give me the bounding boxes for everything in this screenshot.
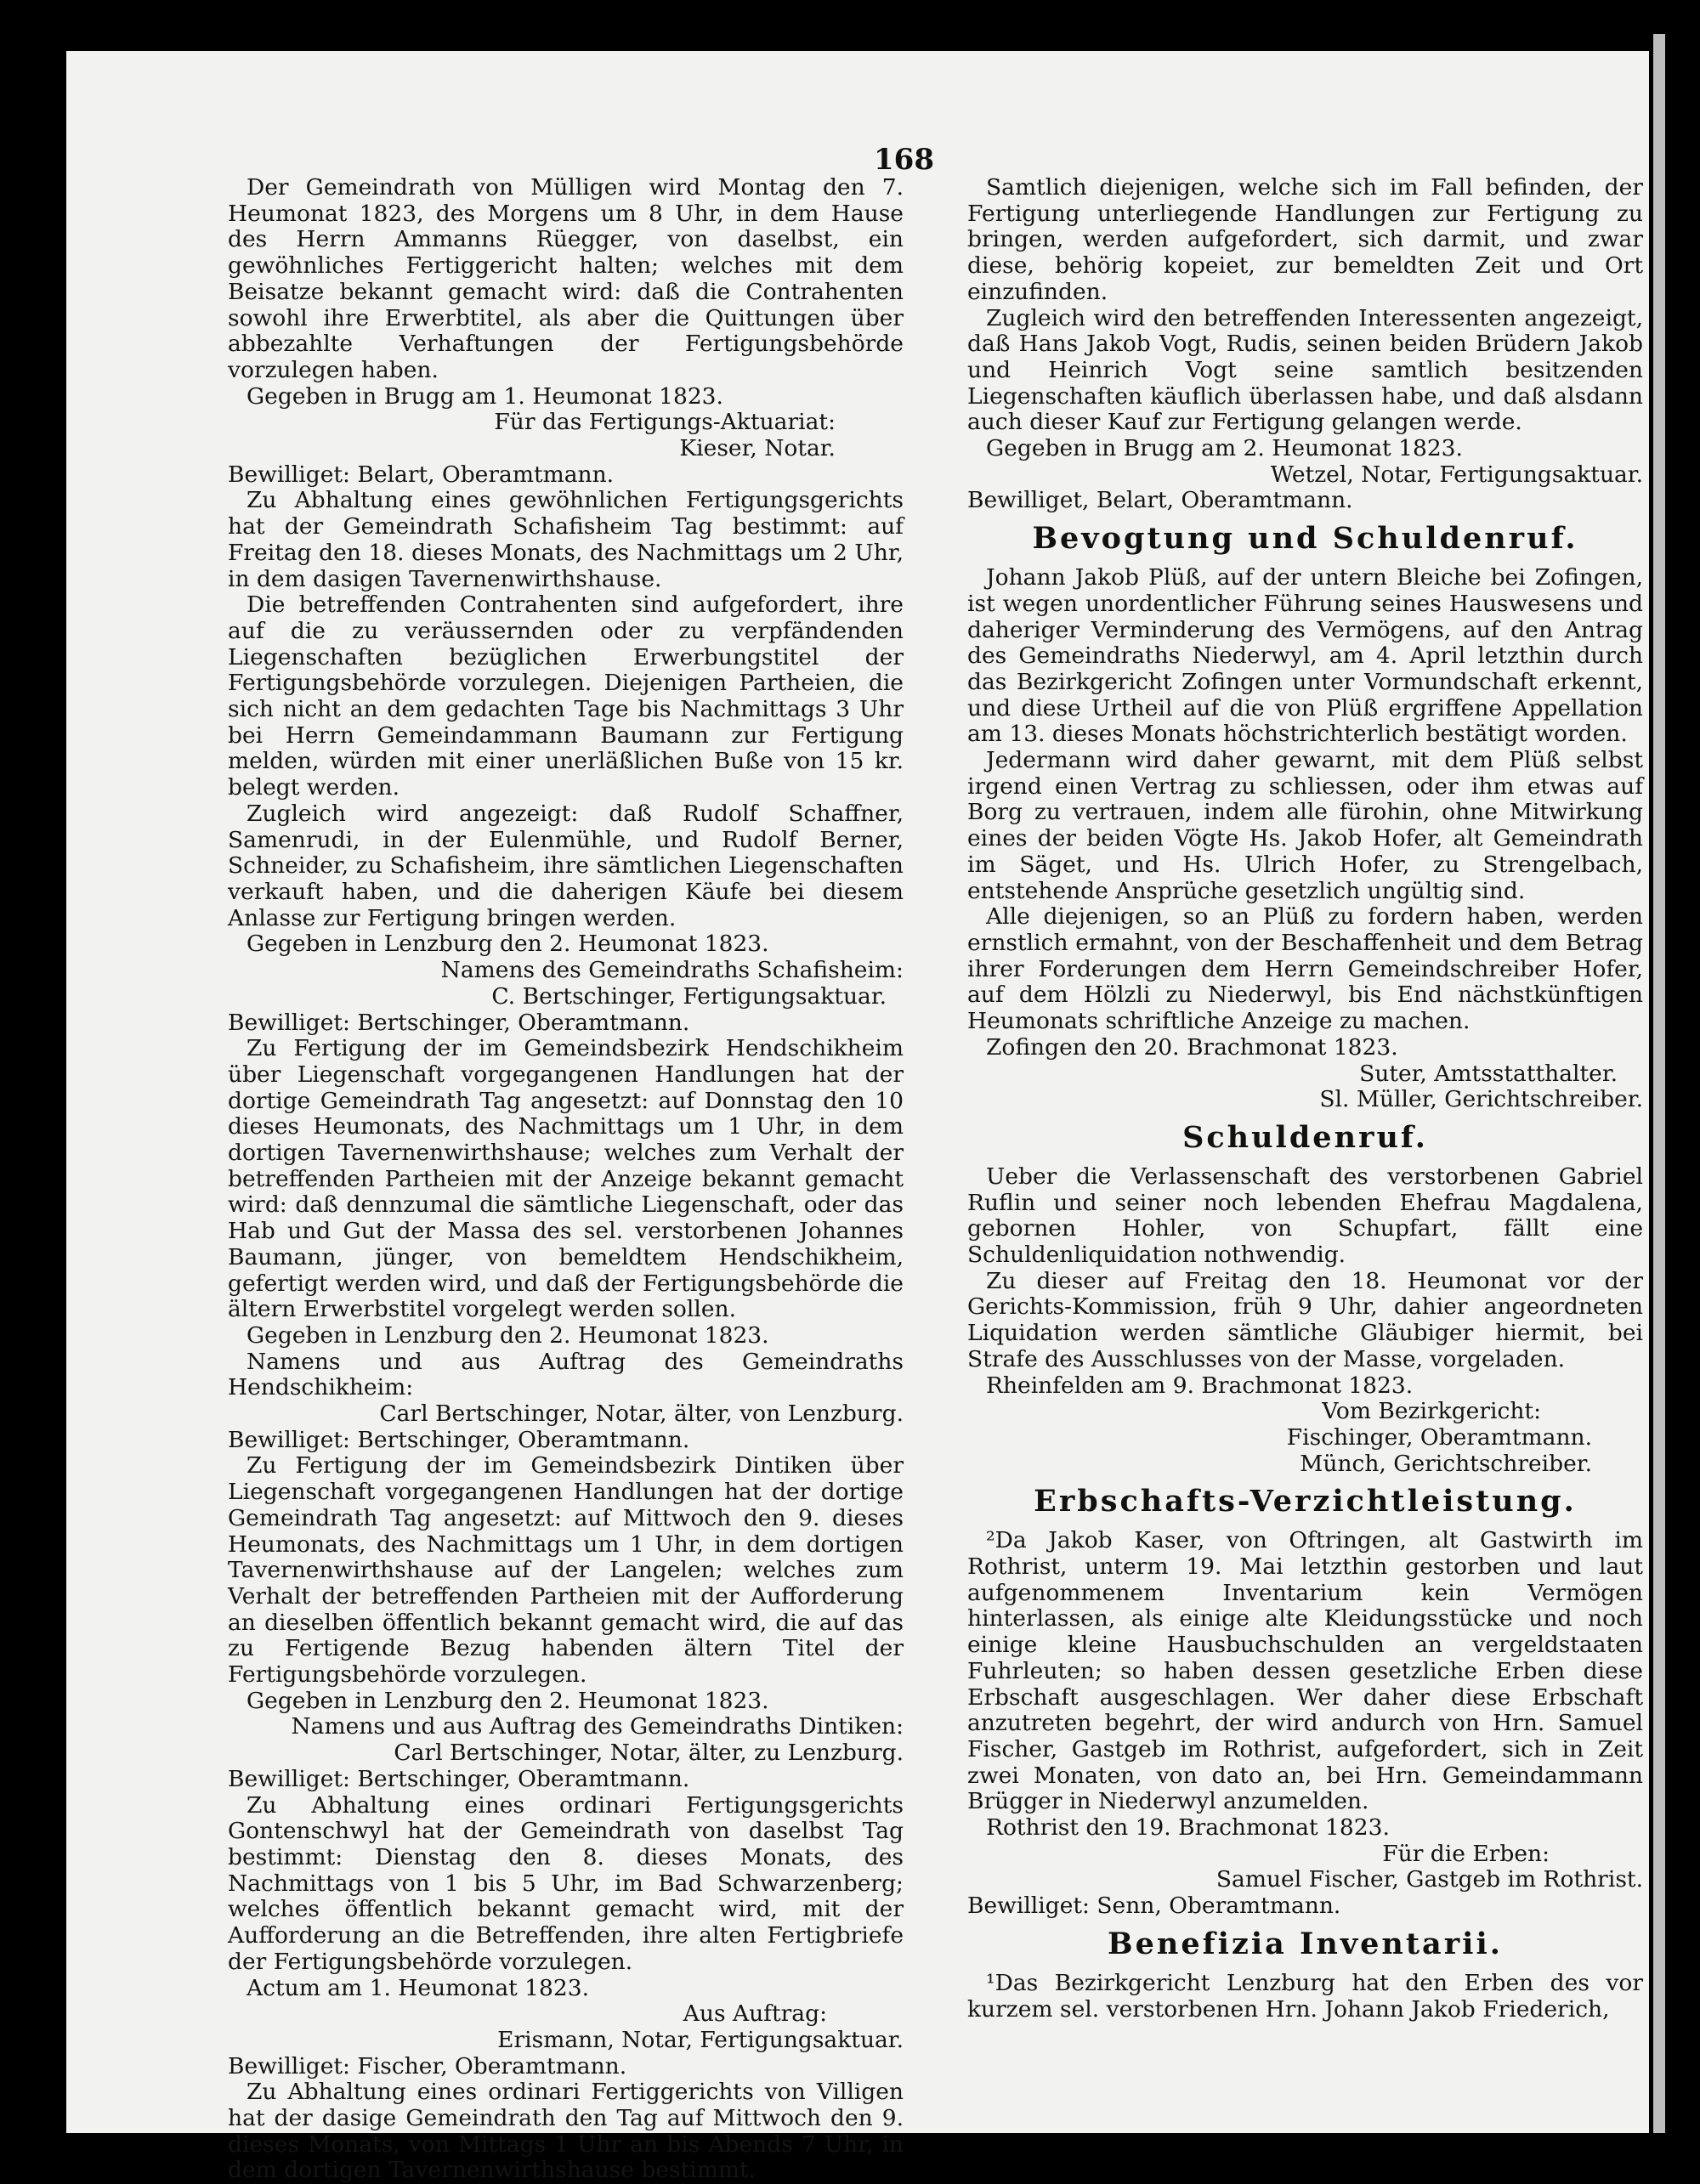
notice-paragraph: ²Da Jakob Kaser, von Oftringen, alt Gastwirth im Rothrist, unterm 19. Mai letzthin gestorben und laut aufgenommenem Inventarium kein Vermögen hinterlassen, als einige alte Kleidungsstücke und noch einige kleine Hausbuchschulden an vergeldstaaten Fuhrleuten; so haben dessen gesetzliche Erben diese Erbschaft ausgeschlagen. Wer daher diese Erbschaft anzutreten begehrt, der wird andurch von Hrn. Samuel Fischer, Gastgeb im Rothrist, aufgefordert, sich in Zeit zwei Monaten, von dato an, bei Hrn. Gemeindammann Brügger in Niederwyl anzumelden. bbox=[967, 1527, 1643, 1815]
notice-paragraph: Die betreffenden Contrahenten sind aufgefordert, ihre auf die zu veräussernden oder zu verpfändenden Liegenschaften bezüglichen Erwerbungstitel der Fertigungsbehörde vorzulegen. Diejenigen Partheien, die sich nicht an dem gedachten Tage bis Nachmittags 3 Uhr bei Herrn Gemeindammann Baumann zur Fertigung melden, würden mit einer unerläßlichen Buße von 15 kr. belegt werden. bbox=[228, 591, 904, 801]
section-heading-erbschaft: Erbschafts-Verzichtleistung. bbox=[1034, 1484, 1577, 1519]
signature: Sl. Müller, Gerichtschreiber. bbox=[1319, 1086, 1643, 1113]
dateline: Gegeben in Lenzburg den 2. Heumonat 1823. bbox=[246, 931, 769, 958]
signature: Erismann, Notar, Fertigungsaktuar. bbox=[497, 2026, 904, 2053]
approval: Bewilliget: Fischer, Oberamtmann. bbox=[228, 2052, 627, 2079]
notice-schafisheim: Zu Abhaltung eines gewöhnlichen Fertigungsgerichts hat der Gemeindrath Schafisheim Tag bestimmt: auf Freitag den 18. dieses Monats, des Nachmittags um 2 Uhr, in dem dasigen Tavernenwirthshause. bbox=[228, 487, 904, 592]
notice-muelligen: Der Gemeindrath von Mülligen wird Montag den 7. Heumonat 1823, des Morgens um 8 Uhr, in dem Hause des Herrn Ammanns Rüegger, von daselbst, ein gewöhnliches Fertiggericht halten; welches mit dem Beisatze bekannt gemacht wird: daß die Contrahenten sowohl ihre Erwerbtitel, als aber die Quittungen über abbezahlte Verhaftungen der Fertigungsbehörde vorzulegen haben. bbox=[228, 174, 904, 383]
dateline: Gegeben in Brugg am 1. Heumonat 1823. bbox=[246, 382, 723, 410]
approval: Bewilliget: Bertschinger, Oberamtmann. bbox=[228, 1765, 690, 1792]
approval: Bewilliget: Senn, Oberamtmann. bbox=[967, 1893, 1341, 1920]
notice-paragraph: Johann Jakob Plüß, auf der untern Bleiche bei Zofingen, ist wegen unordentlicher Führung seines Hauswesens und daheriger Verminderung des Vermögens, auf den Antrag des Gemeindraths Niederwyl, am 4. April letzthin durch das Bezirkgericht Zofingen unter Vormundschaft erkennt, und diese Urtheil auf die von Plüß ergriffene Appellation am 13. dieses Monats höchstrichterlich bestätigt worden. bbox=[967, 564, 1643, 748]
notice-paragraph: Zugleich wird den betreffenden Interessenten angezeigt, daß Hans Jakob Vogt, Rudis, seinen beiden Brüdern Jakob und Heinrich Vogt seine samtlich besitzenden Liegenschaften käuflich überlassen habe, und daß alsdann auch dieser Kauf zur Fertigung gelangen werde. bbox=[967, 304, 1643, 436]
signature: Carl Bertschinger, Notar, älter, zu Lenzburg. bbox=[394, 1740, 904, 1767]
notice-paragraph: Alle diejenigen, so an Plüß zu fordern haben, werden ernstlich ermahnt, von der Beschaffenheit und dem Betrag ihrer Forderungen dem Herrn Gemeindschreiber Hofer, auf dem Hölzli zu Niederwyl, bis End nächstkünftigen Heumonats schriftliche Anzeige zu machen. bbox=[967, 903, 1643, 1035]
approval: Bewilliget: Belart, Oberamtmann. bbox=[228, 461, 615, 488]
signature-office: Für die Erben: bbox=[1382, 1840, 1550, 1867]
dateline: Actum am 1. Heumonat 1823. bbox=[246, 1974, 590, 2001]
notice-paragraph: Zugleich wird angezeigt: daß Rudolf Schaffner, Samenrudi, in der Eulenmühle, und Rudolf Berner, Schneider, zu Schafisheim, ihre sämtlichen Liegenschaften verkauft haben, und die daherigen Käufe bei diesem Anlasse zur Fertigung bringen werden. bbox=[228, 800, 904, 931]
signature-office: Vom Bezirkgericht: bbox=[1322, 1398, 1541, 1425]
approval: Bewilliget, Belart, Oberamtmann. bbox=[967, 487, 1353, 514]
page-edge-strip bbox=[1653, 34, 1665, 2133]
dateline: Rheinfelden am 9. Brachmonat 1823. bbox=[986, 1372, 1414, 1399]
signature: Samuel Fischer, Gastgeb im Rothrist. bbox=[1216, 1866, 1643, 1893]
notice-hendschikheim: Zu Fertigung der im Gemeindsbezirk Hendschikheim über Liegenschaft vorgegangenen Handlungen hat der dortige Gemeindrath Tag angesetzt: auf Donnstag den 10 dieses Heumonats, des Nachmittags um 1 Uhr, in dem dortigen Tavernenwirthshause; welches zum Verhalt der betreffenden Partheien mit der Anzeige bekannt gemacht wird: daß dennzumal die sämtliche Liegenschaft, oder das Hab und Gut der Massa des sel. verstorbenen Johannes Baumann, jünger, von bemeldtem Hendschikheim, gefertigt werden wird, und daß der Fertigungsbehörde die ältern Erwerbstitel vorgelegt werden sollen. bbox=[228, 1035, 904, 1323]
notice-paragraph: Jedermann wird daher gewarnt, mit dem Plüß selbst irgend einen Vertrag zu schliessen, oder ihm etwas auf Borg zu vertrauen, indem alle fürohin, ohne Mitwirkung eines der beiden Vögte Hs. Jakob Hofer, alt Gemeindrath im Säget, und Hs. Ulrich Hofer, zu Strengelbach, entstehende Ansprüche gesetzlich ungültig sind. bbox=[967, 747, 1643, 904]
signature-office: Namens und aus Auftrag des Gemeindraths Dintiken: bbox=[291, 1713, 904, 1740]
signature-office: Namens des Gemeindraths Schafisheim: bbox=[440, 957, 904, 984]
signature: Carl Bertschinger, Notar, älter, von Lenzburg. bbox=[379, 1400, 904, 1428]
signature: Münch, Gerichtschreiber. bbox=[1300, 1450, 1592, 1477]
signature-office: Aus Auftrag: bbox=[683, 2000, 827, 2028]
notice-villigen: Zu Abhaltung eines ordinari Fertiggerichts von Villigen hat der dasige Gemeindrath den Tag auf Mittwoch den 9. dieses Monats, von Mittags 1 Uhr an bis Abends 7 Uhr, in dem dortigen Tavernenwirthshause bestimmt. bbox=[228, 2079, 904, 2184]
notice-dintiken: Zu Fertigung der im Gemeindsbezirk Dintiken über Liegenschaft vorgegangenen Handlungen hat der dortige Gemeindrath Tag angesetzt: auf Mittwoch den 9. dieses Heumonats, des Nachmittags um 1 Uhr, in dem dortigen Tavernenwirthshause auf der Langelen; welches zum Verhalt der betreffenden Partheien mit der Aufforderung an dieselben öffentlich bekannt gemacht wird, die auf das zu Fertigende Bezug habenden ältern Titel der Fertigungsbehörde vorzulegen. bbox=[228, 1452, 904, 1689]
page-number: 168 bbox=[874, 143, 934, 177]
signature: Wetzel, Notar, Fertigungsaktuar. bbox=[1270, 461, 1643, 488]
signature: Fischinger, Oberamtmann. bbox=[1286, 1423, 1592, 1451]
approval: Bewilliget: Bertschinger, Oberamtmann. bbox=[228, 1426, 690, 1453]
left-column bbox=[228, 175, 904, 2184]
dateline: Gegeben in Lenzburg den 2. Heumonat 1823. bbox=[246, 1321, 769, 1349]
signature: Suter, Amtsstatthalter. bbox=[1359, 1060, 1618, 1087]
dateline: Gegeben in Lenzburg den 2. Heumonat 1823. bbox=[246, 1687, 769, 1714]
notice-paragraph: Zu dieser auf Freitag den 18. Heumonat vor der Gerichts-Kommission, früh 9 Uhr, dahier angeordneten Liquidation werden sämtliche Gläubiger hiermit, bei Strafe des Ausschlusses von der Masse, vorgeladen. bbox=[967, 1267, 1643, 1372]
notice-paragraph: Ueber die Verlassenschaft des verstorbenen Gabriel Ruflin und seiner noch lebenden Ehefrau Magdalena, gebornen Hohler, von Schupfart, fällt eine Schuldenliquidation nothwendig. bbox=[967, 1163, 1643, 1269]
dateline: Zofingen den 20. Brachmonat 1823. bbox=[986, 1033, 1398, 1061]
section-heading-bevogtung: Bevogtung und Schuldenruf. bbox=[1032, 521, 1578, 557]
section-heading-benefizia: Benefizia Inventarii. bbox=[1108, 1926, 1503, 1961]
signature-office: Namens und aus Auftrag des Gemeindraths Hendschikheim: bbox=[228, 1348, 904, 1401]
signature: C. Bertschinger, Fertigungsaktuar. bbox=[491, 982, 887, 1010]
newspaper-page bbox=[66, 51, 1649, 2184]
right-column bbox=[967, 175, 1643, 2023]
section-heading-schuldenruf: Schuldenruf. bbox=[1182, 1119, 1428, 1155]
dateline: Rothrist den 19. Brachmonat 1823. bbox=[986, 1814, 1390, 1842]
notice-paragraph: ¹Das Bezirkgericht Lenzburg hat den Erben des vor kurzem sel. verstorbenen Hrn. Johann Jakob Friederich, bbox=[967, 1969, 1643, 2023]
dateline: Gegeben in Brugg am 2. Heumonat 1823. bbox=[986, 435, 1463, 462]
signature: Kieser, Notar. bbox=[679, 435, 836, 462]
signature-office: Für das Fertigungs-Aktuariat: bbox=[494, 409, 836, 436]
approval: Bewilliget: Bertschinger, Oberamtmann. bbox=[228, 1009, 690, 1036]
notice-gontenschwyl: Zu Abhaltung eines ordinari Fertigungsgerichts Gontenschwyl hat der Gemeindrath von daselbst Tag bestimmt: Dienstag den 8. dieses Monats, des Nachmittags von 1 bis 5 Uhr, im Bad Schwarzenberg; welches öffentlich bekannt gemacht wird, mit der Aufforderung an die Betreffenden, ihre alten Fertigbriefe der Fertigungsbehörde vorzulegen. bbox=[228, 1791, 904, 1975]
notice-paragraph: Samtlich diejenigen, welche sich im Fall befinden, der Fertigung unterliegende Handlungen zur Fertigung zu bringen, werden aufgefordert, sich darmit, und zwar diese, behörig kopeiet, zur bemeldten Zeit und Ort einzufinden. bbox=[967, 174, 1643, 305]
